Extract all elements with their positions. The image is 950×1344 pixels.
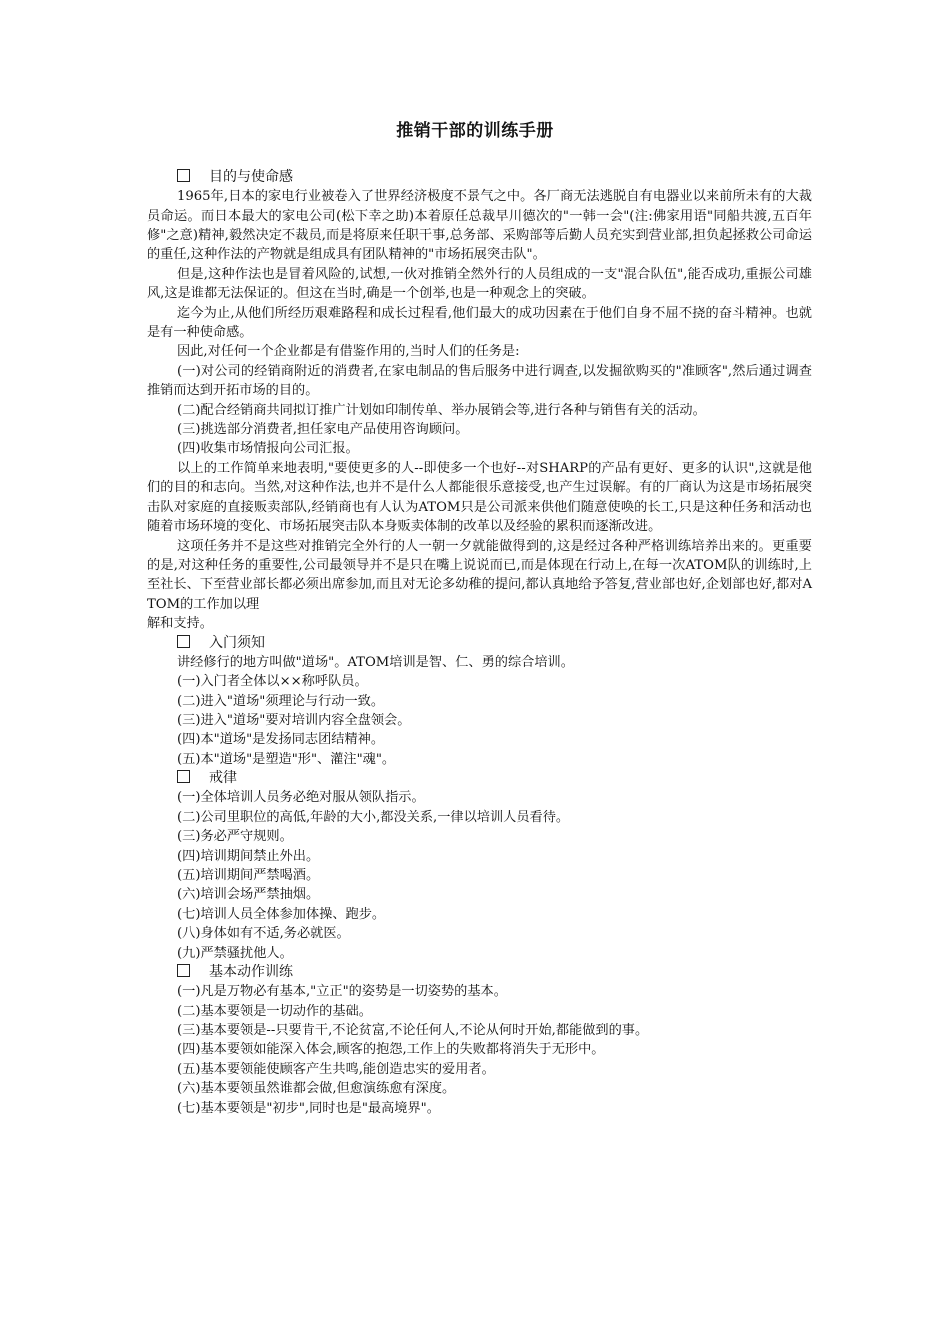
section-heading-entry — [147, 634, 812, 653]
list-item: (五)基本要领能使顾客产生共鸣,能创造忠实的爱用者。 — [177, 1061, 495, 1077]
list-item: (四)本"道场"是发扬同志团结精神。 — [177, 732, 385, 748]
checkbox-square-icon — [177, 635, 190, 648]
document-title: 推销干部的训练手册 — [396, 121, 554, 141]
list-item: (二)基本要领是一切动作的基础。 — [177, 1003, 372, 1019]
list-item: (八)身体如有不适,务必就医。 — [177, 926, 350, 942]
paragraph: 以上的工作简单来地表明,"要使更多的人--即使多一个也好--对SHARP的产品有更好、更多的认识",这就是他们的目的和志向。当然,对这种作法,也并不是什么人都能很乐意接受,也产生过误解。有的厂商认为这是市场拓展突击队对家庭的直接贩卖部队,经销商也有人认为ATOM只是公司派来供他们随意使唤的长工,只是这种任务和活动也随着市场环境的变化、市场拓展突击队本身贩卖体制的改革以及经验的累积而逐渐改进。 — [147, 460, 812, 535]
checkbox-square-icon — [177, 964, 190, 977]
list-item: (二)公司里职位的高低,年龄的大小,都没关系,一律以培训人员看待。 — [177, 809, 570, 825]
paragraph-continuation: 解和支持。 — [147, 616, 213, 632]
list-item: (一)对公司的经销商附近的消费者,在家电制品的售后服务中进行调查,以发掘欲购买的"准顾客",然后通过调查推销而达到开拓市场的目的。 — [147, 363, 812, 399]
list-item: (二)进入"道场"须理论与行动一致。 — [177, 693, 385, 709]
list-item: (六)基本要领虽然谁都会做,但愈演练愈有深度。 — [177, 1081, 456, 1097]
list-item: (七)培训人员全体参加体操、跑步。 — [177, 906, 386, 922]
document-body — [147, 168, 812, 1118]
paragraph: 这项任务并不是这些对推销完全外行的人一朝一夕就能做得到的,这是经过各种严格训练培养出来的。更重要的是,对这种任务的重要性,公司最领导并不是只在嘴上说说而已,而是体现在行动上,在每一次ATOM队的训练时,上至社长、下至营业部长都必须出席参加,而且对无论多幼稚的提问,都认真地给予答复,营业部也好,企划部也好,都对ATOM的工作加以理 — [147, 538, 812, 612]
paragraph: 迄今为止,从他们所经历艰难路程和成长过程看,他们最大的成功因素在于他们自身不屈不挠的奋斗精神。也就是有一种使命感。 — [147, 305, 812, 341]
section-heading-label: 目的与使命感 — [209, 169, 293, 185]
list-item: (一)凡是万物必有基本,"立正"的姿势是一切姿势的基本。 — [177, 984, 507, 1000]
section-heading-label: 入门须知 — [209, 634, 265, 651]
list-item: (六)培训会场严禁抽烟。 — [177, 887, 320, 903]
list-item: (三)基本要领是--只要肯干,不论贫富,不论任何人,不论从何时开始,都能做到的事。 — [177, 1023, 649, 1039]
list-item: (七)基本要领是"初步",同时也是"最高境界"。 — [177, 1100, 440, 1116]
list-item: (二)配合经销商共同拟订推广计划如印制传单、举办展销会等,进行各种与销售有关的活动。 — [177, 402, 706, 418]
paragraph: 因此,对任何一个企业都是有借鉴作用的,当时人们的任务是: — [177, 344, 520, 360]
paragraph: 但是,这种作法也是冒着风险的,试想,一伙对推销全然外行的人员组成的一支"混合队伍",能否成功,重振公司雄风,这是谁都无法保证的。但这在当时,确是一个创举,也是一种观念上的突破。 — [147, 266, 812, 302]
list-item: (三)务必严守规则。 — [177, 829, 293, 845]
list-item: (三)进入"道场"要对培训内容全盘领会。 — [177, 712, 411, 728]
list-item: (五)本"道场"是塑造"形"、灌注"魂"。 — [177, 751, 396, 767]
paragraph: 1965年,日本的家电行业被卷入了世界经济极度不景气之中。各厂商无法逃脱自有电器业以来前所未有的大裁员命运。而日本最大的家电公司(松下幸之助)本着原任总裁早川德次的"一韩一会"(注:佛家用语"同船共渡,五百年修"之意)精神,毅然决定不裁员,而是将原来任职干事,总务部、采购部等后勤人员充实到营业部,担负起拯救公司命运的重任,这种作法的产物就是组成具有团队精神的"市场拓展突击队"。 — [147, 189, 812, 263]
list-item: (一)全体培训人员务必绝对服从领队指示。 — [177, 790, 425, 806]
list-item: (四)收集市场情报向公司汇报。 — [177, 441, 359, 457]
list-item: (一)入门者全体以××称呼队员。 — [177, 674, 368, 690]
checkbox-square-icon — [177, 770, 190, 783]
list-item: (九)严禁骚扰他人。 — [177, 945, 293, 961]
section-heading-mission — [147, 168, 812, 187]
section-heading-label: 基本动作训练 — [209, 964, 293, 981]
section-heading-basics — [147, 963, 812, 982]
list-item: (五)培训期间严禁喝酒。 — [177, 868, 320, 884]
list-item: (四)基本要领如能深入体会,顾客的抱怨,工作上的失败都将消失于无形中。 — [177, 1042, 605, 1058]
paragraph: 讲经修行的地方叫做"道场"。ATOM培训是智、仁、勇的综合培训。 — [177, 654, 574, 670]
checkbox-square-icon — [177, 169, 190, 182]
section-heading-discipline — [147, 769, 812, 788]
section-heading-label: 戒律 — [209, 770, 237, 787]
list-item: (四)培训期间禁止外出。 — [177, 848, 320, 864]
list-item: (三)挑选部分消费者,担任家电产品使用咨询顾问。 — [177, 422, 469, 438]
